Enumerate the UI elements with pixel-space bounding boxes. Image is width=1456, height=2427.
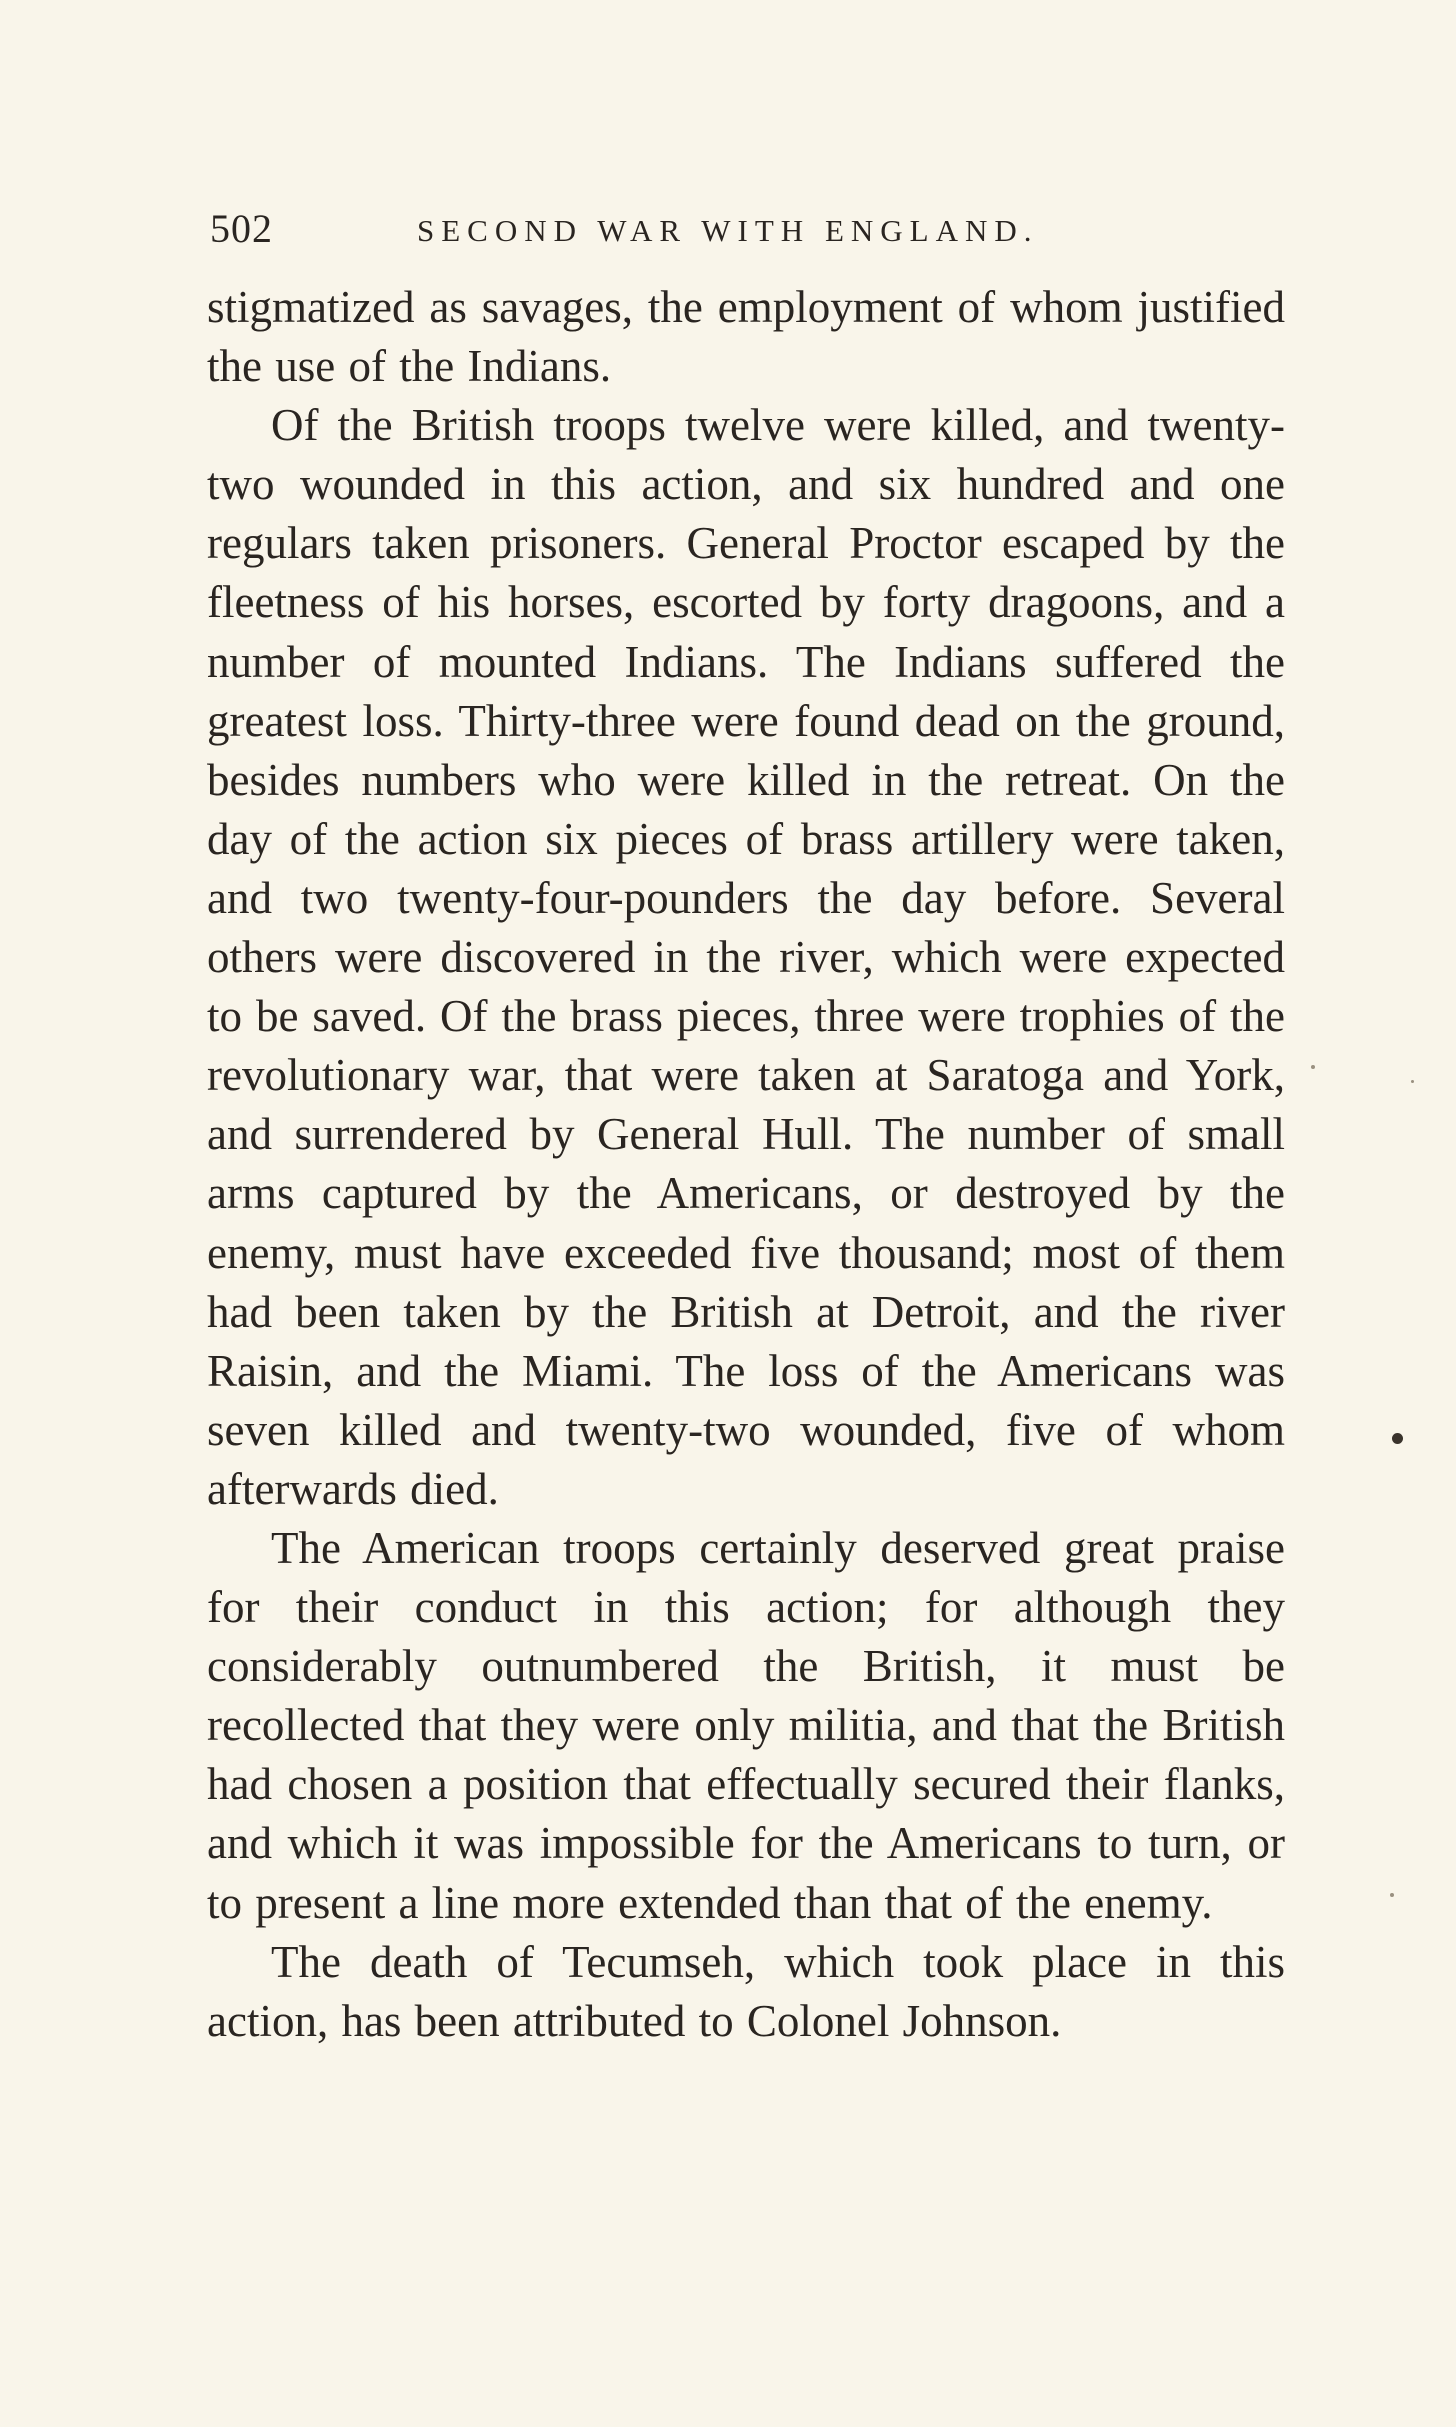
ink-speck [1390, 1893, 1394, 1897]
page-header [210, 205, 1280, 255]
ink-speck [1411, 1080, 1414, 1083]
paragraph-casualties: Of the British troops twelve were killed, and twenty-two wounded in this action, and six hundred and one regulars taken prisoners. General Proctor escaped by the fleetness of his horses, escorted by forty dragoons, and a number of mounted Indians. The Indians suffered the greatest loss. Thirty-three were found dead on the ground, besides numbers who were killed in the retreat. On the day of the action six pieces of brass artillery were taken, and two twenty-four-pounders the day before. Several others were discovered in the river, which were expected to be saved. Of the brass pieces, three were trophies of the revolutionary war, that were taken at Saratoga and York, and surrendered by General Hull. The number of small arms captured by the Americans, or destroyed by the enemy, must have exceeded five thousand; most of them had been taken by the British at Detroit, and the river Raisin, and the Miami. The loss of the Americans was seven killed and twenty-two wounded, five of whom afterwards died. [207, 400, 1285, 1514]
ink-speck [1392, 1433, 1403, 1444]
paragraph-continued: stigmatized as savages, the employment of whom justified the use of the Indians. [207, 282, 1285, 392]
body-text [207, 278, 1285, 2051]
ink-speck [1311, 1065, 1315, 1069]
paragraph-american-troops: The American troops certainly deserved great praise for their conduct in this action; for although they considerably outnumbered the British, it must be recollected that they were only militia, and that the British had chosen a position that effectually secured their flanks, and which it was impossible for the Americans to turn, or to present a line more extended than that of the enemy. [207, 1522, 1285, 1928]
running-head: SECOND WAR WITH ENGLAND. [417, 213, 1039, 248]
paragraph-tecumseh: The death of Tecumseh, which took place in this action, has been attributed to Colonel Johnson. [207, 1936, 1285, 2046]
page-number: 502 [210, 206, 273, 251]
